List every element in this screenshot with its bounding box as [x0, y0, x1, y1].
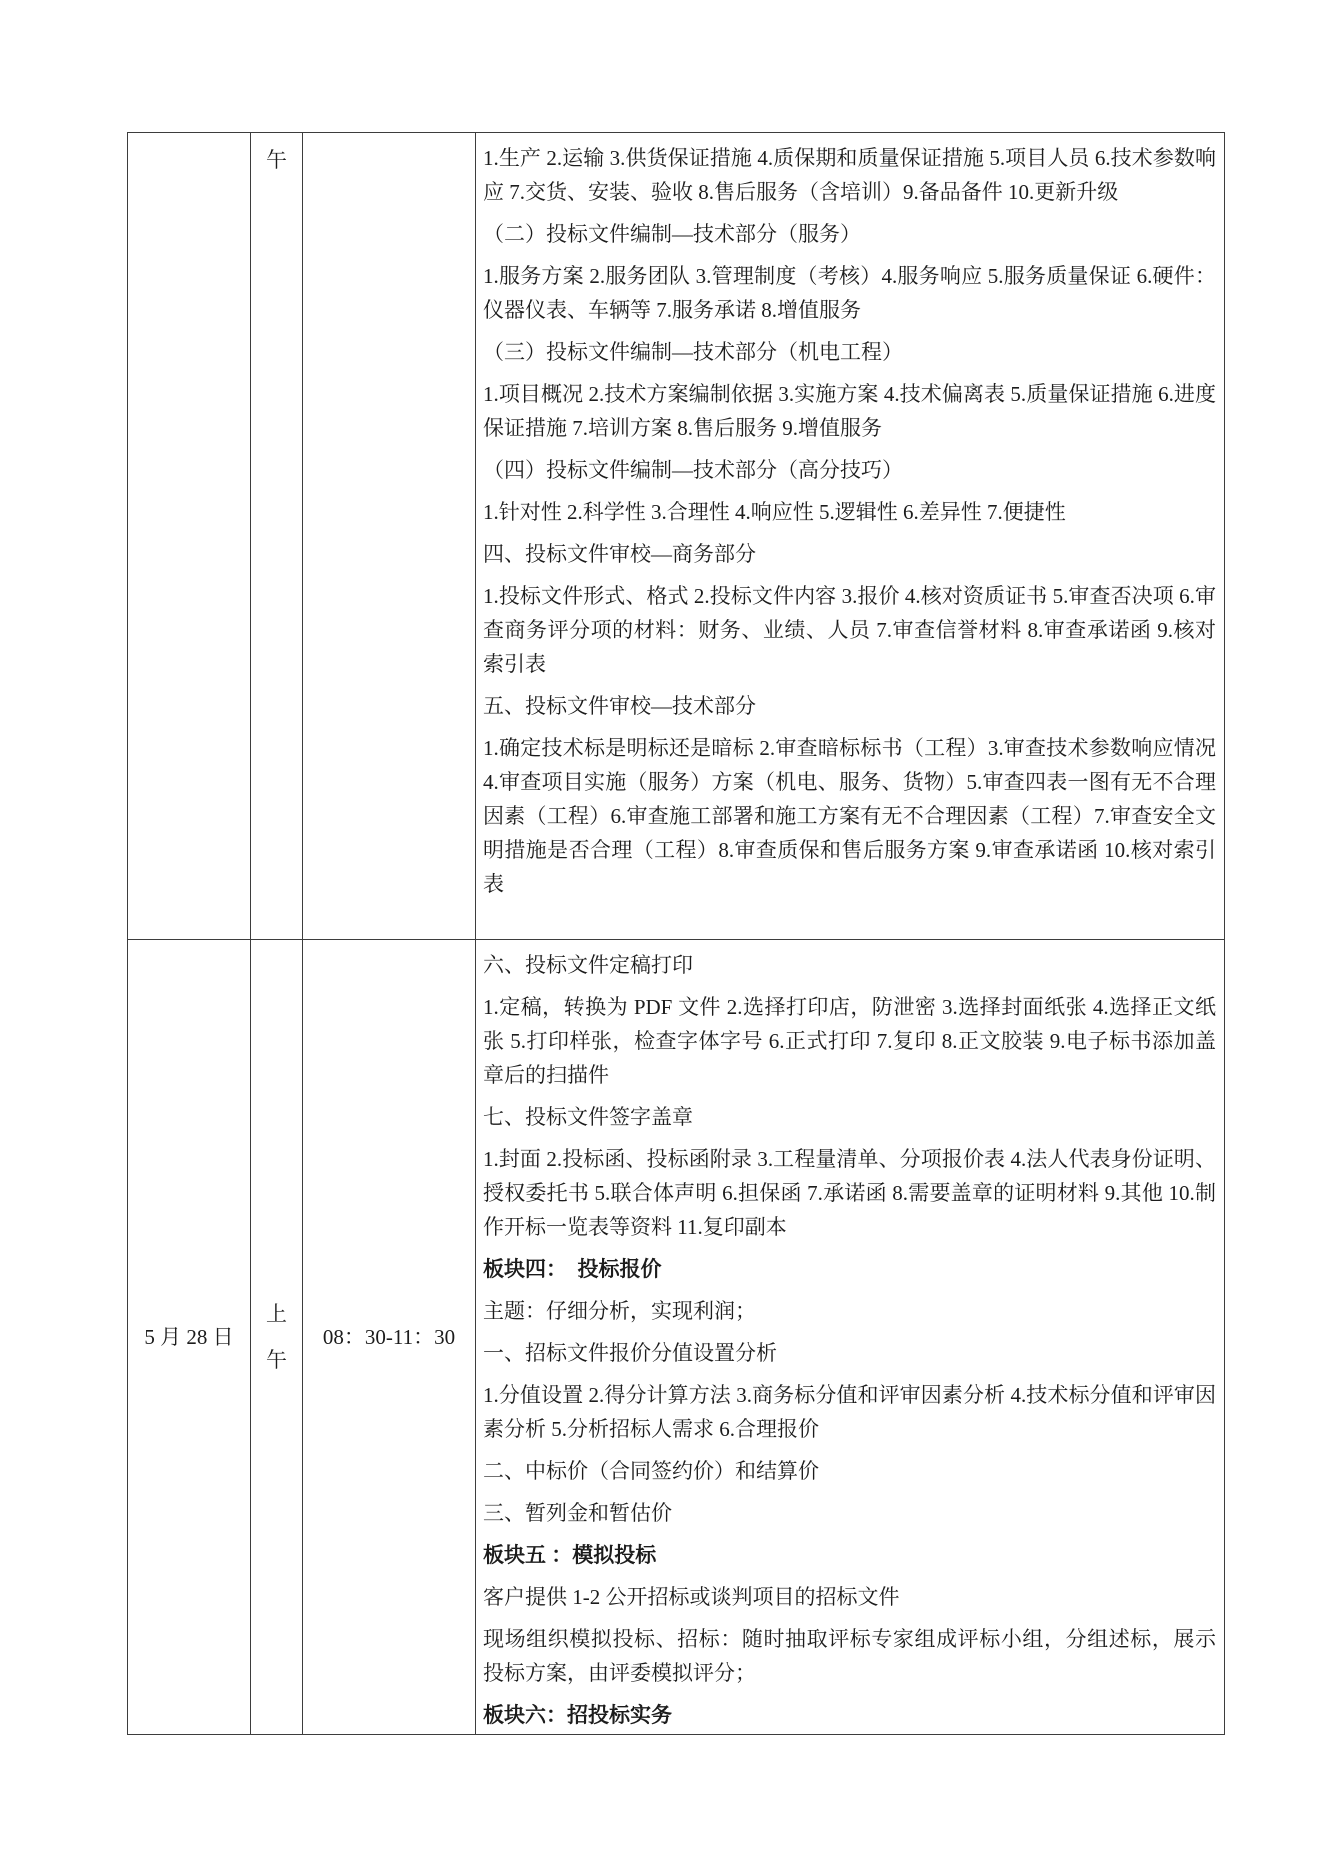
- content-paragraph: 四、投标文件审校—商务部分: [483, 542, 756, 566]
- time-text: 08：30-11：30: [322, 1325, 456, 1349]
- time-cell: [303, 940, 476, 1734]
- section-heading: 板块四： 投标报价: [483, 1257, 662, 1281]
- content-cell: [476, 940, 1224, 1734]
- section-heading: 板块五 ：模拟投标: [483, 1543, 657, 1567]
- content-paragraph: 三、暂列金和暂估价: [483, 1501, 672, 1525]
- date-cell: [128, 940, 251, 1734]
- content-paragraph: 六、投标文件定稿打印: [483, 953, 693, 977]
- session-text: 上午: [265, 1302, 287, 1372]
- date-cell: [128, 133, 251, 940]
- schedule-table: [127, 132, 1225, 1735]
- content-paragraph: 客户提供 1-2 公开招标或谈判项目的招标文件: [483, 1585, 900, 1609]
- content-cell: [476, 133, 1224, 940]
- content-paragraph: 1.生产 2.运输 3.供货保证措施 4.质保期和质量保证措施 5.项目人员 6.技术参数响应 7.交货、安装、验收 8.售后服务（含培训）9.备品备件 10.更新升级: [483, 146, 1216, 204]
- time-cell: [303, 133, 476, 940]
- content-paragraph: 1.服务方案 2.服务团队 3.管理制度（考核）4.服务响应 5.服务质量保证 6.硬件：仪器仪表、车辆等 7.服务承诺 8.增值服务: [483, 264, 1216, 322]
- content-paragraph: 1.分值设置 2.得分计算方法 3.商务标分值和评审因素分析 4.技术标分值和评审因素分析 5.分析招标人需求 6.合理报价: [483, 1383, 1216, 1441]
- content-paragraph: 主题：仔细分析，实现利润；: [483, 1299, 756, 1323]
- session-cell: [251, 940, 303, 1734]
- content-paragraph: 1.针对性 2.科学性 3.合理性 4.响应性 5.逻辑性 6.差异性 7.便捷性: [483, 500, 1066, 524]
- content-paragraph: 二、中标价（合同签约价）和结算价: [483, 1459, 819, 1483]
- content-paragraph: 1.确定技术标是明标还是暗标 2.审查暗标标书（工程）3.审查技术参数响应情况 4.审查项目实施（服务）方案（机电、服务、货物）5.审查四表一图有无不合理因素（工程）6.审查施工部署和施工方案有无不合理因素（工程）7.审查安全文明措施是否合理（工程）8.审查质保和售后服务方案 9.审查承诺函 10.核对索引表: [483, 736, 1216, 896]
- content-paragraph: 1.项目概况 2.技术方案编制依据 3.实施方案 4.技术偏离表 5.质量保证措施 6.进度保证措施 7.培训方案 8.售后服务 9.增值服务: [483, 382, 1216, 440]
- content-paragraph: 五、投标文件审校—技术部分: [483, 694, 756, 718]
- session-cell: [251, 133, 303, 940]
- content-paragraph: 现场组织模拟投标、招标：随时抽取评标专家组成评标小组，分组述标，展示投标方案，由评委模拟评分；: [483, 1627, 1216, 1685]
- content-paragraph: （二）投标文件编制—技术部分（服务）: [483, 222, 861, 246]
- session-text: 午: [265, 148, 287, 172]
- content-paragraph: 一、招标文件报价分值设置分析: [483, 1341, 777, 1365]
- content-paragraph: 七、投标文件签字盖章: [483, 1105, 693, 1129]
- content-paragraph: 1.封面 2.投标函、投标函附录 3.工程量清单、分项报价表 4.法人代表身份证明、授权委托书 5.联合体声明 6.担保函 7.承诺函 8.需要盖章的证明材料 9.其他 10.制作开标一览表等资料 11.复印副本: [483, 1147, 1216, 1239]
- content-paragraph: 1.投标文件形式、格式 2.投标文件内容 3.报价 4.核对资质证书 5.审查否决项 6.审查商务评分项的材料：财务、业绩、人员 7.审查信誉材料 8.审查承诺函 9.核对索引表: [483, 584, 1216, 676]
- content-paragraph: （四）投标文件编制—技术部分（高分技巧）: [483, 458, 903, 482]
- content-paragraph: 1.定稿，转换为 PDF 文件 2.选择打印店，防泄密 3.选择封面纸张 4.选择正文纸张 5.打印样张，检查字体字号 6.正式打印 7.复印 8.正文胶装 9.电子标书添加盖章后的扫描件: [483, 995, 1216, 1087]
- date-text: 5 月 28 日: [144, 1325, 234, 1349]
- content-paragraph: （三）投标文件编制—技术部分（机电工程）: [483, 340, 903, 364]
- section-heading: 板块六：招投标实务: [483, 1703, 672, 1727]
